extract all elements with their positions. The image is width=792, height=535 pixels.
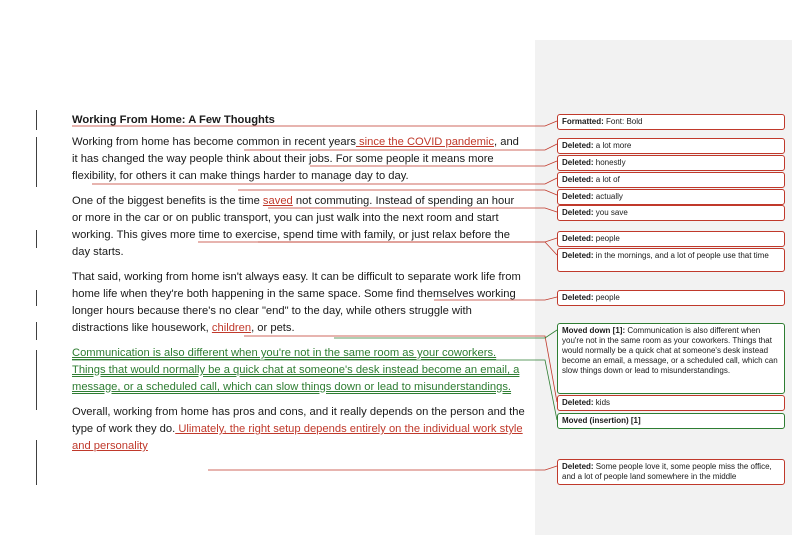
comment-label: Deleted: (562, 234, 594, 243)
inserted-text: Ulimately, the right setup depends entirely on the individual work style and personality (72, 423, 523, 452)
paragraph-5: Overall, working from home has pros and cons, and it really depends on the person and the type of work they do. Ulimately, the right setup depends entirely on the individual work style and personality (72, 406, 525, 452)
change-bar (36, 290, 37, 306)
comment-balloon[interactable] (557, 395, 785, 411)
change-bar (36, 440, 37, 485)
paragraph-3: That said, working from home isn't always easy. It can be difficult to separate work life from home life when they're both happening in the same space. Some find themselves working longer hours because there's no clear "end" to the day, while others struggle with distractions like housework, children, or pets. (72, 271, 521, 334)
comment-label: Deleted: (562, 158, 594, 167)
change-bar (36, 230, 37, 248)
comment-text: a lot more (593, 141, 632, 150)
comment-balloon[interactable] (557, 248, 785, 272)
inserted-text: since the COVID pandemic (355, 136, 494, 148)
comment-label: Deleted: (562, 192, 594, 201)
comment-label: Deleted: (562, 462, 594, 471)
comment-text: honestly (593, 158, 626, 167)
comment-text: Some people love it, some people miss the office, and a lot of people land somewhere in the middle (562, 462, 772, 481)
comment-text: people (593, 293, 620, 302)
comment-text: you save (593, 208, 628, 217)
comment-balloon[interactable] (557, 290, 785, 306)
comment-label: Deleted: (562, 293, 594, 302)
comment-text: people (593, 234, 620, 243)
paragraph-2: One of the biggest benefits is the time saved not commuting. Instead of spending an hour or more in the car or on public transport, you can just walk into the next room and start working. This gives more time to exercise, spend time with family, or just relax before the day starts. (72, 195, 515, 258)
comment-balloon[interactable] (557, 155, 785, 171)
comment-text: actually (593, 192, 623, 201)
comment-balloon[interactable] (557, 459, 785, 485)
comment-text: in the mornings, and a lot of people use that time (593, 251, 769, 260)
comment-balloon[interactable] (557, 138, 785, 154)
change-bar (36, 137, 37, 187)
comment-label: Moved (insertion) [1] (562, 416, 641, 425)
inserted-text: children (211, 322, 252, 334)
comment-text: kids (593, 398, 611, 407)
comment-text: a lot of (593, 175, 620, 184)
comment-balloon[interactable] (557, 189, 785, 205)
comment-balloon[interactable] (557, 323, 785, 394)
comment-balloon[interactable] (557, 231, 785, 247)
inserted-text: saved (262, 195, 293, 207)
comment-text: Communication is also different when you're not in the same room as your coworkers. Things that would normally be a quick chat at someone's desk instead become an email, a message, or a scheduled call, which can slow things down or lead to misunderstandings. (562, 326, 778, 375)
comment-label: Formatted: (562, 117, 604, 126)
comment-label: Moved down [1]: (562, 326, 626, 335)
document-body[interactable] (72, 112, 527, 463)
connector-line (208, 466, 557, 470)
change-bar (36, 350, 37, 410)
comment-balloon[interactable] (557, 413, 785, 429)
change-bar (36, 110, 37, 130)
document-title: Working From Home: A Few Thoughts (72, 114, 275, 126)
comment-label: Deleted: (562, 251, 594, 260)
comment-balloon[interactable] (557, 205, 785, 221)
comment-label: Deleted: (562, 175, 594, 184)
comment-balloon[interactable] (557, 114, 785, 130)
moved-paragraph: Communication is also different when you're not in the same room as your coworkers. Things that would normally be a quick chat at someone's desk instead become an email, a message, or a scheduled call, which can slow things down or lead to misunderstandings. (72, 347, 520, 393)
comment-label: Deleted: (562, 141, 594, 150)
change-bar (36, 322, 37, 340)
comment-label: Deleted: (562, 398, 594, 407)
paragraph-1: Working from home has become common in recent years since the COVID pandemic, and it has changed the way people think about their jobs. For some people it means more flexibility, for others it can make things harder to manage day to day. (72, 136, 519, 182)
comment-label: Deleted: (562, 208, 594, 217)
comment-text: Font: Bold (603, 117, 643, 126)
comment-balloon[interactable] (557, 172, 785, 188)
